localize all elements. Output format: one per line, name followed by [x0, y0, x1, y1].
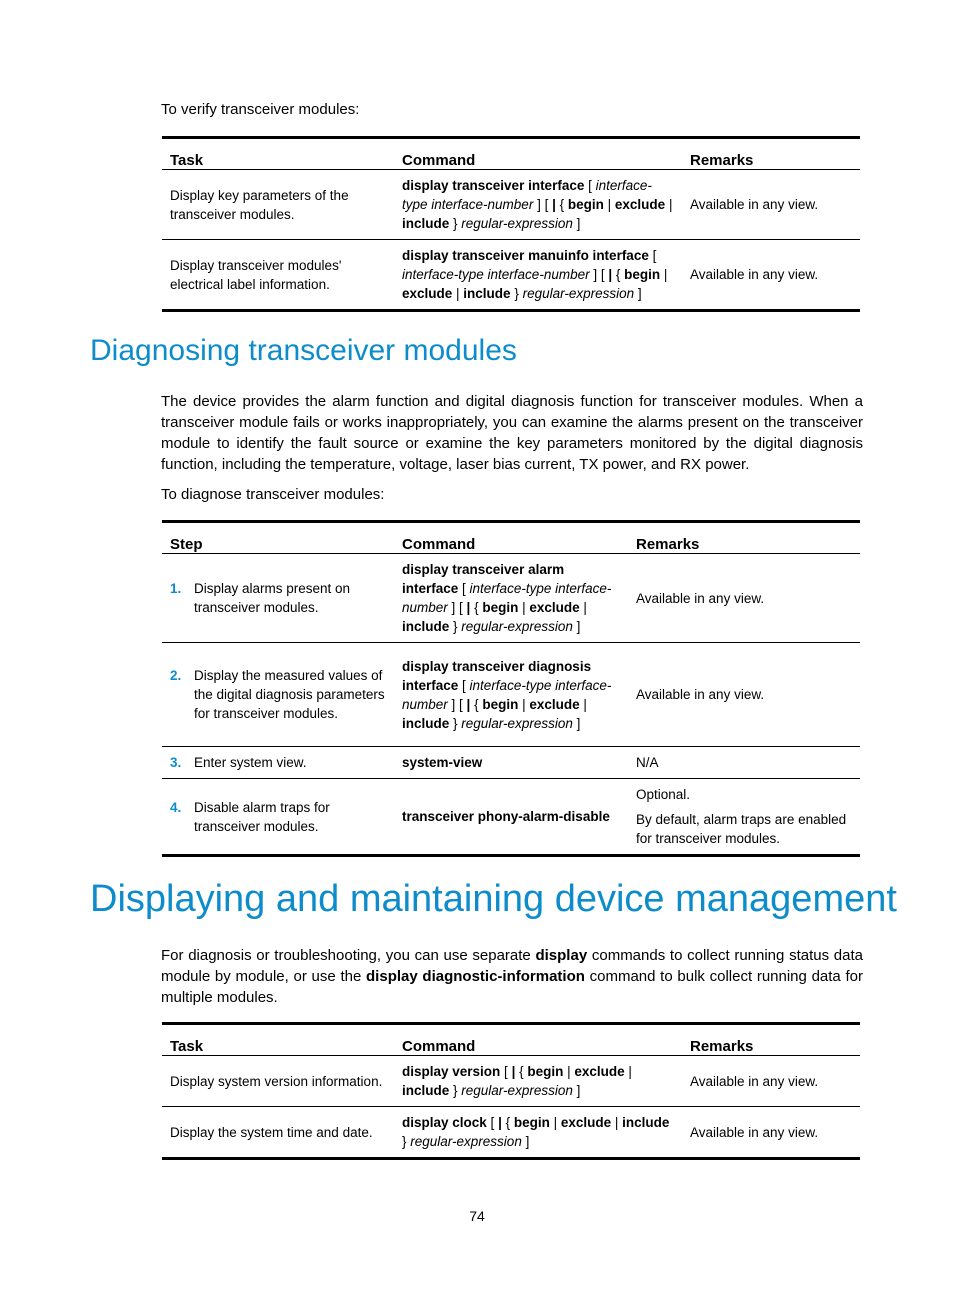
remarks-cell: Available in any view. — [636, 590, 765, 606]
col-header-step: Step — [162, 522, 394, 554]
diagnose-intro: To diagnose transceiver modules: — [161, 486, 385, 503]
col-header-command: Command — [394, 1024, 682, 1056]
table-row — [162, 779, 860, 856]
table-row — [162, 643, 860, 747]
col-header-remarks: Remarks — [628, 522, 860, 554]
step-number: 2. — [170, 668, 182, 683]
col-header-remarks: Remarks — [682, 1024, 860, 1056]
col-header-task: Task — [162, 138, 394, 170]
command-text: system-view — [402, 755, 483, 770]
remarks-cell: Available in any view. — [690, 1073, 819, 1089]
section-heading-diagnosing: Diagnosing transceiver modules — [90, 334, 517, 367]
section-heading-displaying: Displaying and maintaining device management — [90, 878, 897, 920]
para-text: command to bulk collect running data for multiple modules. — [161, 968, 863, 1006]
task-cell: Display key parameters of the transceiver modules. — [170, 187, 349, 222]
step-number: 1. — [170, 581, 182, 596]
command-text: transceiver phony-alarm-disable — [402, 809, 610, 824]
remarks-cell: Available in any view. — [682, 240, 860, 311]
diagnose-paragraph: The device provides the alarm function and digital diagnosis function for transceiver modules. When a transceiver module fails or works inappropriately, you can examine the alarms present on the transceiver module to identify the fault source or examine the key parameters monitored by the digital diagnosis function, including the temperature, voltage, laser bias current, TX power, and RX power. — [161, 393, 863, 473]
remarks-default: By default, alarm traps are enabled for transceiver modules. — [636, 812, 847, 846]
task-cell: Display system version information. — [170, 1073, 383, 1089]
table-row — [162, 170, 860, 240]
step-number: 3. — [170, 755, 182, 770]
remarks-cell — [628, 779, 860, 856]
col-header-task: Task — [162, 1024, 394, 1056]
col-header-remarks: Remarks — [682, 138, 860, 170]
task-cell: Display transceiver modules' electrical label information. — [162, 240, 394, 311]
step-text: Display the measured values of the digital diagnosis parameters for transceiver modules. — [194, 668, 385, 721]
step-number: 4. — [170, 799, 182, 815]
diagnose-table — [162, 520, 860, 857]
para-bold-command: display — [535, 947, 588, 964]
remarks-optional: Optional. — [636, 787, 691, 802]
command-cell — [394, 747, 628, 779]
col-header-command: Command — [394, 138, 682, 170]
remarks-cell: Available in any view. — [682, 1107, 860, 1159]
step-text: Enter system view. — [194, 755, 307, 770]
para-text: commands to collect running status data module by module, or use the — [161, 947, 863, 985]
page-number: 74 — [469, 1208, 485, 1224]
para-text: For diagnosis or troubleshooting, you can use separate — [161, 947, 536, 964]
verify-intro: To verify transceiver modules: — [161, 101, 360, 118]
step-cell — [162, 779, 394, 856]
step-cell — [162, 554, 394, 643]
table-row — [162, 1056, 860, 1107]
step-cell — [162, 643, 394, 747]
display-table — [162, 1022, 860, 1160]
col-header-command: Command — [394, 522, 628, 554]
task-cell: Display the system time and date. — [162, 1107, 394, 1159]
table-row — [162, 747, 860, 779]
step-text: Disable alarm traps for transceiver modules. — [194, 799, 330, 834]
remarks-cell: N/A — [628, 747, 860, 779]
command-cell — [394, 779, 628, 856]
command-cell: display transceiver alarm interface [ interface-type interface-number ] [ | { begin | exclude | include } regular-expression ] — [402, 562, 612, 634]
step-text: Display alarms present on transceiver modules. — [194, 581, 351, 615]
step-cell — [162, 747, 394, 779]
remarks-cell: Available in any view. — [628, 643, 860, 747]
command-cell: display clock [ | { begin | exclude | include } regular-expression ] — [394, 1107, 682, 1159]
table-row — [162, 1107, 860, 1159]
command-cell: display transceiver interface [ interface-type interface-number ] [ | { begin | exclude | include } regular-expression ] — [402, 178, 673, 231]
remarks-cell: Available in any view. — [690, 197, 819, 212]
command-cell: display transceiver manuinfo interface [ interface-type interface-number ] [ | { begin | exclude | include } regular-expression ] — [394, 240, 682, 311]
verify-table — [162, 136, 860, 312]
table-row — [162, 240, 860, 311]
command-cell: display version [ | { begin | exclude | include } regular-expression ] — [402, 1064, 632, 1098]
table-row — [162, 554, 860, 643]
command-cell: display transceiver diagnosis interface [ interface-type interface-number ] [ | { begin | exclude | include } regular-expression ] — [394, 643, 628, 747]
display-paragraph — [161, 945, 863, 1008]
para-bold-command: display diagnostic-information — [366, 968, 585, 985]
